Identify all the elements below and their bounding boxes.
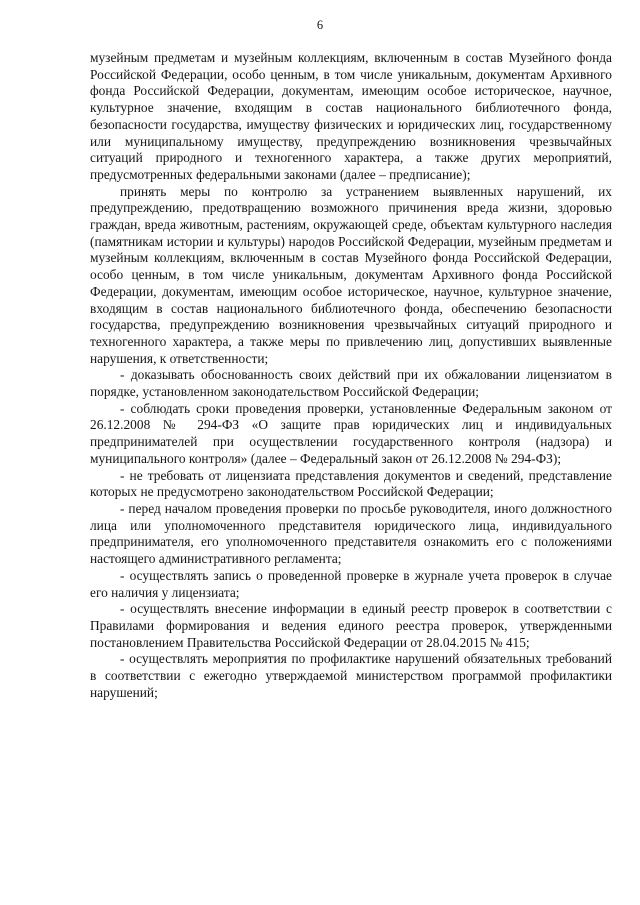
paragraph-observe-deadlines: - соблюдать сроки проведения проверки, установленные Федеральным законом от 26.12.2008 № 294-ФЗ «О защите прав юридических лиц и индивидуальных предпринимателей при осуществлении государственного контроля (надзора) и муниципального контроля» (далее – Федеральный закон от 26.12.2008 № 294-ФЗ); [90,400,612,466]
paragraph-journal-record: - осуществлять запись о проведенной проверке в журнале учета проверок в случае его наличия у лицензиата; [90,567,612,600]
paragraph-unified-register: - осуществлять внесение информации в единый реестр проверок в соответствии с Правилами формирования и ведения единого реестра проверок, утвержденными постановлением Правительства Российской Федерации от 28.04.2015 № 415; [90,601,612,650]
paragraph-take-measures: принять меры по контролю за устранением выявленных нарушений, их предупреждению, предотвращению возможного причинения вреда жизни, здоровью граждан, вреда животным, растениям, окружающей среде, объектам культурного наследия (памятникам истории и культуры) народов Российской Федерации, музейным предметам и музейным коллекциям, включенным в состав Музейного фонда Российской Федерации, особо ценным, в том числе уникальным, документам Архивного фонда Российской Федерации, документам, имеющим особое историческое, научное, культурное значение, входящим в состав национального библиотечного фонда, обеспечению безопасности государства, предупреждению возникновения чрезвычайных ситуаций природного и техногенного характера, а также меры по привлечению лиц, допустивших выявленные нарушения, к ответственности; [90,183,612,366]
paragraph-prove-justification: - доказывать обоснованность своих действий при их обжаловании лицензиатом в порядке, установленном законодательством Российской Федерации; [90,367,612,400]
paragraph-familiarize-regulation: - перед началом проведения проверки по просьбе руководителя, иного должностного лица или уполномоченного представителя юридического лица, индивидуального предпринимателя, его уполномоченного представителя ознакомить его с положениями настоящего административного регламента; [90,500,612,567]
page-number: 6 [316,18,324,32]
paragraph-prescription-continued: музейным предметам и музейным коллекциям, включенным в состав Музейного фонда Российской Федерации, особо ценным, в том числе уникальным, документам Архивного фонда Российской Федерации, документам, имеющим особое историческое, научное, культурное значение, входящим в состав национального библиотечного фонда, безопасности государства, имуществу физических и юридических лиц, государственному или муниципальному имуществу, предупреждению возникновения чрезвычайных ситуаций природного и техногенного характера, а также других мероприятий, предусмотренных федеральными законами (далее – предписание); [90,50,612,182]
document-body [90,50,612,701]
paragraph-prevention-measures: - осуществлять мероприятия по профилактике нарушений обязательных требований в соответствии с ежегодно утверждаемой министерством программой профилактики нарушений; [90,651,612,700]
paragraph-not-require-documents: - не требовать от лицензиата представления документов и сведений, представление которых не предусмотрено законодательством Российской Федерации; [90,467,612,500]
